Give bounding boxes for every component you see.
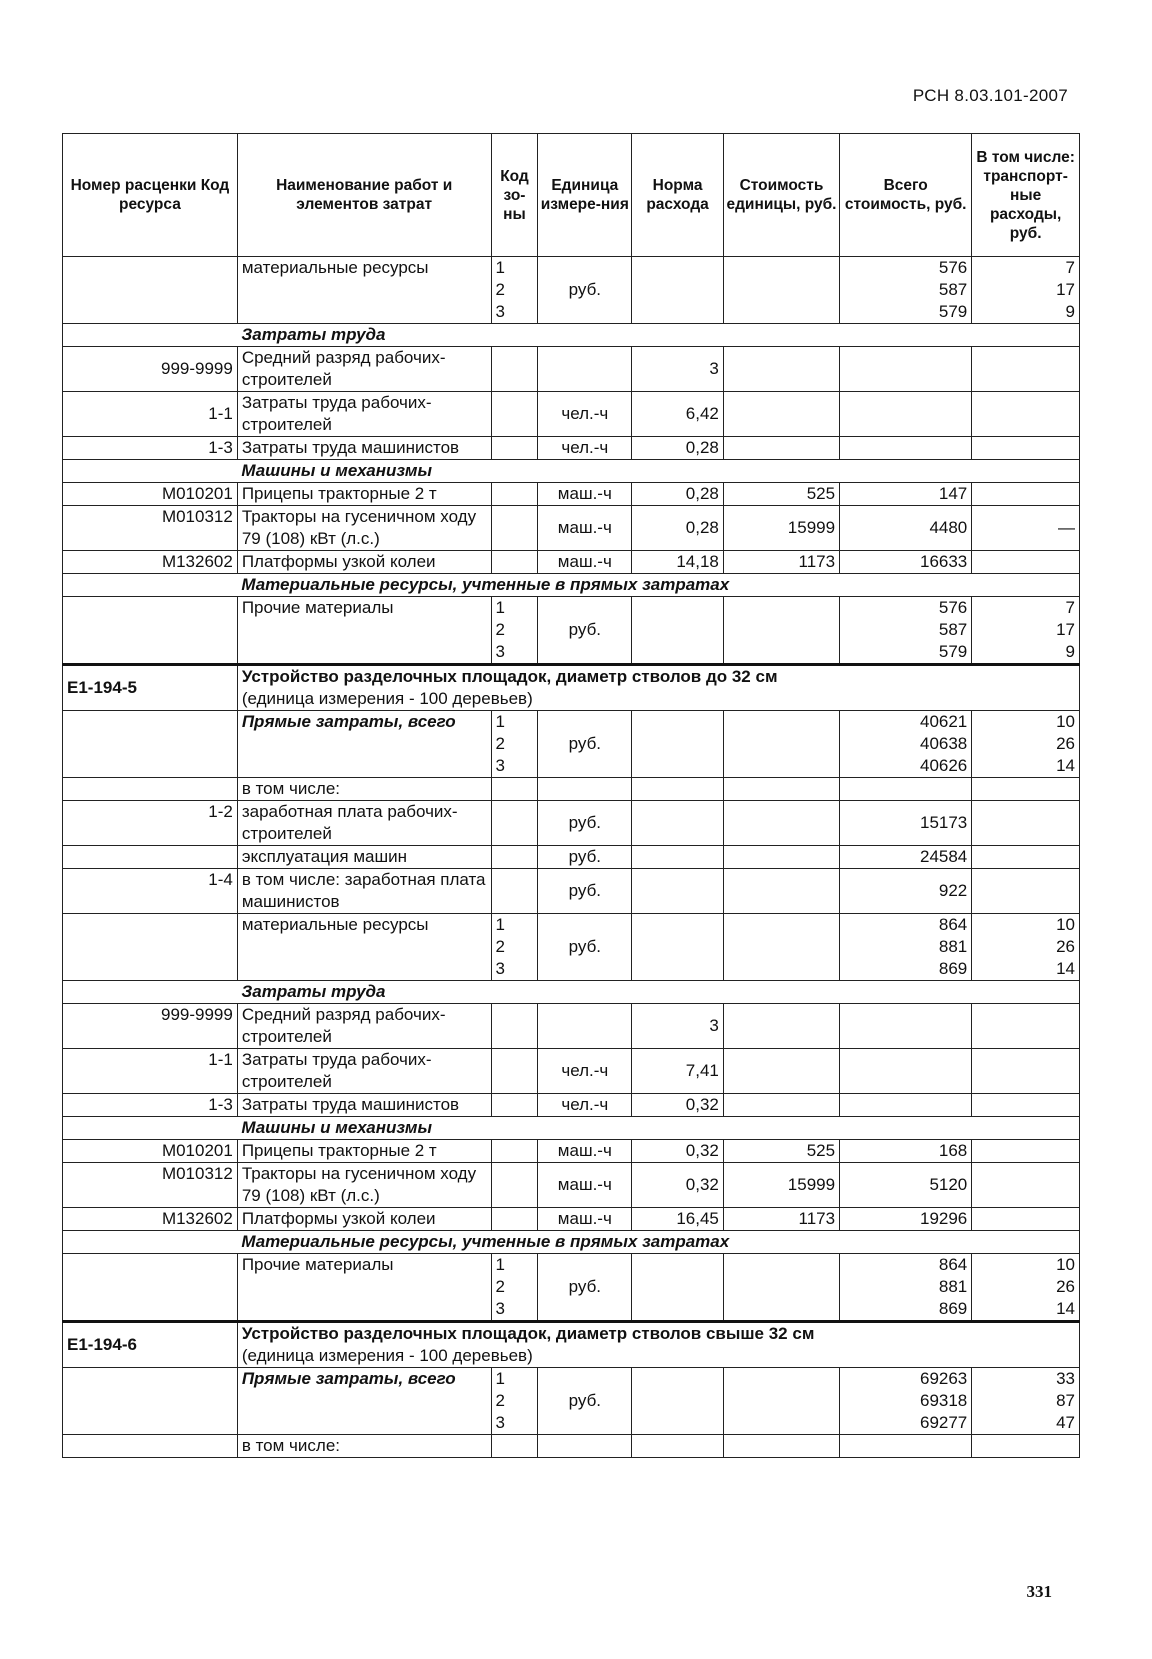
total-cell: 19296 xyxy=(840,1208,972,1231)
transport-cell: 10 26 14 xyxy=(972,914,1080,981)
table-row xyxy=(63,597,1080,665)
unit-cell: маш.-ч xyxy=(538,506,632,551)
row-name: Средний разряд рабочих-строителей xyxy=(237,347,491,392)
total-cell: 16633 xyxy=(840,551,972,574)
norm-cell: 14,18 xyxy=(632,551,724,574)
unit-cell: руб. xyxy=(538,1254,632,1322)
row-code: 1-1 xyxy=(63,1049,238,1094)
row-code: M010312 xyxy=(63,506,238,551)
table-row xyxy=(63,711,1080,778)
unit-cost-cell: 15999 xyxy=(723,1163,839,1208)
unit-cell: маш.-ч xyxy=(538,483,632,506)
section-title: Затраты труда xyxy=(237,324,1079,347)
transport-cell: 7 17 9 xyxy=(972,257,1080,324)
unit-cell: руб. xyxy=(538,846,632,869)
row-name: Средний разряд рабочих-строителей xyxy=(237,1004,491,1049)
col-header-unit-cost: Стоимость единицы, руб. xyxy=(723,134,839,257)
transport-cell: 10 26 14 xyxy=(972,711,1080,778)
unit-cell: маш.-ч xyxy=(538,551,632,574)
row-name: Прямые затраты, всего xyxy=(237,711,491,778)
col-header-norm: Норма расхода xyxy=(632,134,724,257)
row-code: 999-9999 xyxy=(63,1004,238,1049)
table-row xyxy=(63,801,1080,846)
col-header-unit: Единица измере-ния xyxy=(538,134,632,257)
norm-cell: 0,28 xyxy=(632,506,724,551)
row-name: в том числе: xyxy=(237,1435,491,1458)
row-code: 1-3 xyxy=(63,1094,238,1117)
unit-cell: руб. xyxy=(538,801,632,846)
norm-cell: 0,32 xyxy=(632,1140,724,1163)
unit-cell: чел.-ч xyxy=(538,1094,632,1117)
rate-code: E1-194-5 xyxy=(63,665,238,711)
rate-title-row xyxy=(63,665,1080,711)
table-row xyxy=(63,1140,1080,1163)
row-name: Затраты труда машинистов xyxy=(237,1094,491,1117)
unit-cell: руб. xyxy=(538,1368,632,1435)
total-cell: 168 xyxy=(840,1140,972,1163)
row-code: 1-3 xyxy=(63,437,238,460)
table-row xyxy=(63,1094,1080,1117)
row-code: M132602 xyxy=(63,551,238,574)
table-row xyxy=(63,257,1080,324)
row-code: M010201 xyxy=(63,1140,238,1163)
table-row xyxy=(63,551,1080,574)
total-cell: 864 881 869 xyxy=(840,914,972,981)
total-cell: 15173 xyxy=(840,801,972,846)
page-number: 331 xyxy=(1026,1582,1052,1601)
table-row xyxy=(63,914,1080,981)
table-row xyxy=(63,1435,1080,1458)
transport-cell: 33 87 47 xyxy=(972,1368,1080,1435)
norm-cell: 3 xyxy=(632,347,724,392)
unit-cell: руб. xyxy=(538,711,632,778)
total-cell: 24584 xyxy=(840,846,972,869)
table-row xyxy=(63,869,1080,914)
total-cell: 147 xyxy=(840,483,972,506)
table-row xyxy=(63,506,1080,551)
norm-cell: 16,45 xyxy=(632,1208,724,1231)
table-row xyxy=(63,1004,1080,1049)
table-row xyxy=(63,1254,1080,1322)
row-name: Прочие материалы xyxy=(237,597,491,665)
section-title: Материальные ресурсы, учтенные в прямых затратах xyxy=(237,1231,1079,1254)
row-name: Тракторы на гусеничном ходу 79 (108) кВт (л.с.) xyxy=(237,506,491,551)
zone-cell: 1 2 3 xyxy=(491,1368,538,1435)
row-name: в том числе: заработная плата машинистов xyxy=(237,869,491,914)
total-cell: 40621 40638 40626 xyxy=(840,711,972,778)
table-row xyxy=(63,846,1080,869)
table-row xyxy=(63,392,1080,437)
row-name: материальные ресурсы xyxy=(237,257,491,324)
unit-cost-cell xyxy=(723,257,839,324)
row-code: 1-1 xyxy=(63,392,238,437)
section-row xyxy=(63,981,1080,1004)
row-name: в том числе: xyxy=(237,778,491,801)
rates-table xyxy=(62,133,1080,1458)
section-row xyxy=(63,324,1080,347)
norm-cell: 0,32 xyxy=(632,1094,724,1117)
row-code: 999-9999 xyxy=(63,347,238,392)
unit-cost-cell: 1173 xyxy=(723,1208,839,1231)
unit-cell: чел.-ч xyxy=(538,1049,632,1094)
total-cell: 4480 xyxy=(840,506,972,551)
section-title: Материальные ресурсы, учтенные в прямых затратах xyxy=(237,574,1079,597)
transport-cell: — xyxy=(972,506,1080,551)
col-header-transport: В том числе: транспорт-ные расходы, руб. xyxy=(972,134,1080,257)
table-header-row xyxy=(63,134,1080,257)
section-title: Машины и механизмы xyxy=(237,460,1079,483)
unit-cell: чел.-ч xyxy=(538,392,632,437)
total-cell: 5120 xyxy=(840,1163,972,1208)
row-name: Прицепы тракторные 2 т xyxy=(237,1140,491,1163)
unit-cell: руб. xyxy=(538,597,632,665)
document-code: РСН 8.03.101-2007 xyxy=(912,86,1068,105)
row-name: Затраты труда машинистов xyxy=(237,437,491,460)
col-header-code: Номер расценки Код ресурса xyxy=(63,134,238,257)
row-name: Платформы узкой колеи xyxy=(237,551,491,574)
unit-cell: маш.-ч xyxy=(538,1208,632,1231)
norm-cell: 0,28 xyxy=(632,437,724,460)
col-header-name: Наименование работ и элементов затрат xyxy=(237,134,491,257)
unit-cell: маш.-ч xyxy=(538,1163,632,1208)
rate-title: Устройство разделочных площадок, диаметр стволов до 32 см (единица измерения - 100 деревьев) xyxy=(237,665,1079,711)
unit-cell: чел.-ч xyxy=(538,437,632,460)
unit-cost-cell: 525 xyxy=(723,483,839,506)
table-row xyxy=(63,1163,1080,1208)
row-name: Прямые затраты, всего xyxy=(237,1368,491,1435)
table-row xyxy=(63,483,1080,506)
section-title: Затраты труда xyxy=(237,981,1079,1004)
unit-cost-cell: 525 xyxy=(723,1140,839,1163)
unit-cell: руб. xyxy=(538,914,632,981)
norm-cell: 6,42 xyxy=(632,392,724,437)
col-header-total-cost: Всего стоимость, руб. xyxy=(840,134,972,257)
row-name: заработная плата рабочих-строителей xyxy=(237,801,491,846)
unit-cell: маш.-ч xyxy=(538,1140,632,1163)
row-code xyxy=(63,257,238,324)
row-code: 1-2 xyxy=(63,801,238,846)
zone-cell: 1 2 3 xyxy=(491,597,538,665)
row-name: Тракторы на гусеничном ходу 79 (108) кВт (л.с.) xyxy=(237,1163,491,1208)
section-row xyxy=(63,460,1080,483)
section-row xyxy=(63,574,1080,597)
row-name: Прицепы тракторные 2 т xyxy=(237,483,491,506)
section-row xyxy=(63,1231,1080,1254)
total-cell: 922 xyxy=(840,869,972,914)
unit-cost-cell: 1173 xyxy=(723,551,839,574)
section-title: Машины и механизмы xyxy=(237,1117,1079,1140)
total-cell: 69263 69318 69277 xyxy=(840,1368,972,1435)
transport-cell: 10 26 14 xyxy=(972,1254,1080,1322)
row-name: Платформы узкой колеи xyxy=(237,1208,491,1231)
transport-cell: 7 17 9 xyxy=(972,597,1080,665)
row-name: материальные ресурсы xyxy=(237,914,491,981)
norm-cell: 0,32 xyxy=(632,1163,724,1208)
zone-cell: 1 2 3 xyxy=(491,914,538,981)
total-cell: 576 587 579 xyxy=(840,257,972,324)
row-name: Прочие материалы xyxy=(237,1254,491,1322)
table-row xyxy=(63,347,1080,392)
row-name: Затраты труда рабочих-строителей xyxy=(237,1049,491,1094)
row-code: M010312 xyxy=(63,1163,238,1208)
zone-cell: 1 2 3 xyxy=(491,711,538,778)
table-row xyxy=(63,1208,1080,1231)
rate-title-row xyxy=(63,1322,1080,1368)
total-cell: 576 587 579 xyxy=(840,597,972,665)
total-cell: 864 881 869 xyxy=(840,1254,972,1322)
row-name: эксплуатация машин xyxy=(237,846,491,869)
table-row xyxy=(63,1049,1080,1094)
zone-cell: 1 2 3 xyxy=(491,1254,538,1322)
unit-cell: руб. xyxy=(538,869,632,914)
table-row xyxy=(63,1368,1080,1435)
rate-title: Устройство разделочных площадок, диаметр стволов свыше 32 см (единица измерения - 100 деревьев) xyxy=(237,1322,1079,1368)
norm-cell: 0,28 xyxy=(632,483,724,506)
table-row xyxy=(63,778,1080,801)
row-code: 1-4 xyxy=(63,869,238,914)
unit-cell: руб. xyxy=(538,257,632,324)
unit-cost-cell: 15999 xyxy=(723,506,839,551)
zone-cell: 1 2 3 xyxy=(491,257,538,324)
norm-cell xyxy=(632,257,724,324)
norm-cell: 3 xyxy=(632,1004,724,1049)
row-code: M010201 xyxy=(63,483,238,506)
row-code: M132602 xyxy=(63,1208,238,1231)
row-name: Затраты труда рабочих-строителей xyxy=(237,392,491,437)
norm-cell: 7,41 xyxy=(632,1049,724,1094)
table-row xyxy=(63,437,1080,460)
col-header-zone: Код зо-ны xyxy=(491,134,538,257)
section-row xyxy=(63,1117,1080,1140)
rate-code: E1-194-6 xyxy=(63,1322,238,1368)
